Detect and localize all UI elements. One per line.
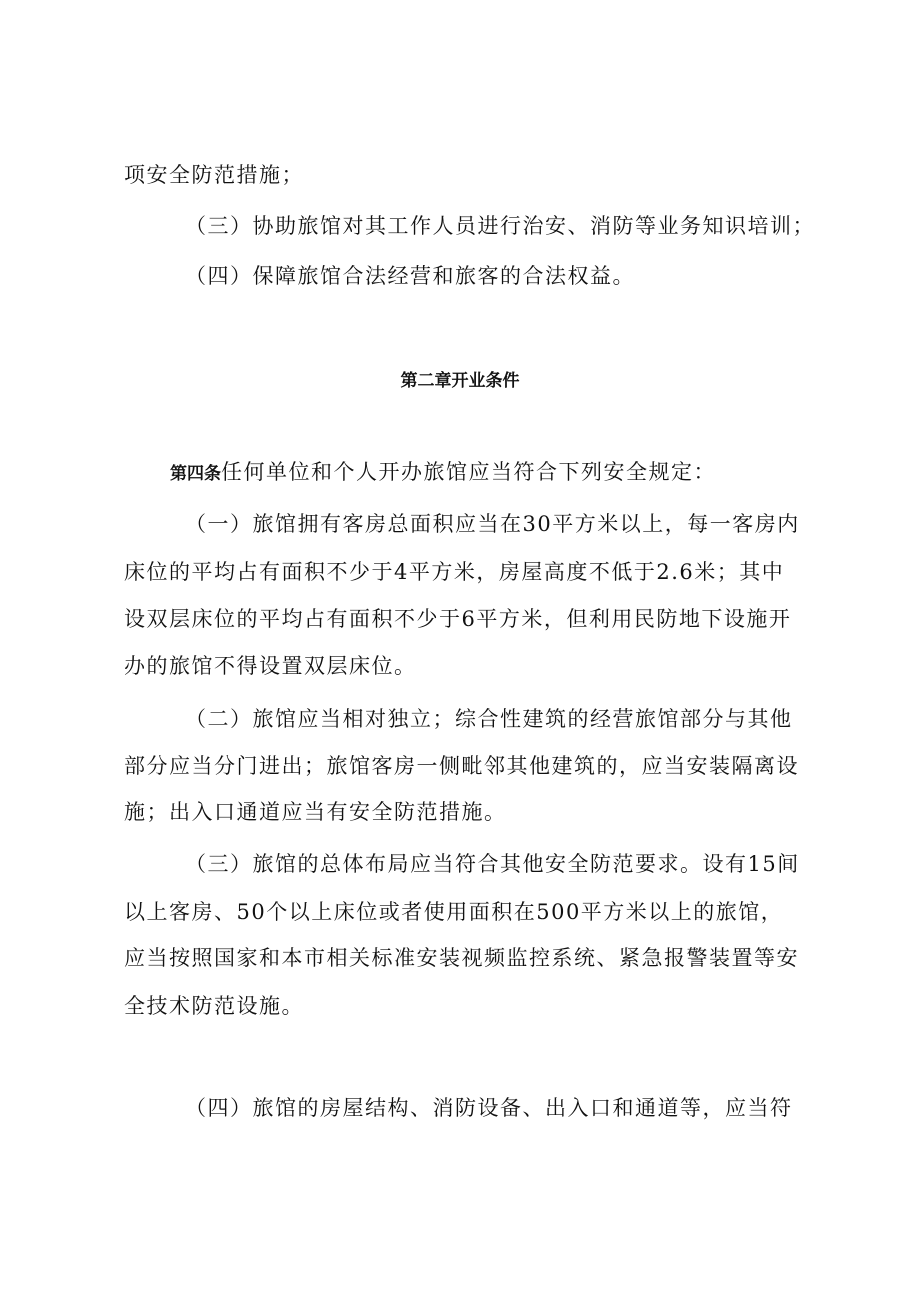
paragraph-line: 部分应当分门进出；旅馆客房一侧毗邻其他建筑的，应当安装隔离设 (124, 754, 799, 778)
paragraph-line: 床位的平均占有面积不少于4平方米，房屋高度不低于2.6米；其中 (124, 560, 785, 584)
article-4-label: 第四条 (170, 464, 221, 484)
paragraph-line: 项安全防范措施； (124, 163, 304, 187)
paragraph-line: （四）保障旅馆合法经营和旅客的合法权益。 (185, 264, 635, 288)
paragraph-line: 设双层床位的平均占有面积不少于6平方米，但利用民防地下设施开 (124, 607, 792, 631)
paragraph-line: 施；出入口通道应当有安全防范措施。 (124, 800, 507, 824)
article-4-text: 任何单位和个人开办旅馆应当符合下列安全规定： (221, 460, 716, 484)
paragraph-line: （四）旅馆的房屋结构、消防设备、出入口和通道等，应当符 (185, 1096, 793, 1120)
article-4-line (170, 457, 716, 489)
paragraph-line: 应当按照国家和本市相关标准安装视频监控系统、紧急报警装置等安 (124, 946, 799, 970)
paragraph-line: （二）旅馆应当相对独立；综合性建筑的经营旅馆部分与其他 (185, 707, 793, 731)
paragraph-line: 以上客房、50个以上床位或者使用面积在500平方米以上的旅馆， (124, 900, 784, 924)
paragraph-line: （三）协助旅馆对其工作人员进行治安、消防等业务知识培训； (185, 214, 815, 238)
paragraph-line: 全技术防范设施。 (124, 994, 304, 1018)
paragraph-line: （三）旅馆的总体布局应当符合其他安全防范要求。设有15间 (185, 852, 800, 876)
chapter-heading: 第二章开业条件 (400, 371, 520, 391)
paragraph-line: （一）旅馆拥有客房总面积应当在30平方米以上，每一客房内 (185, 512, 800, 536)
paragraph-line: 办的旅馆不得设置双层床位。 (124, 654, 417, 678)
